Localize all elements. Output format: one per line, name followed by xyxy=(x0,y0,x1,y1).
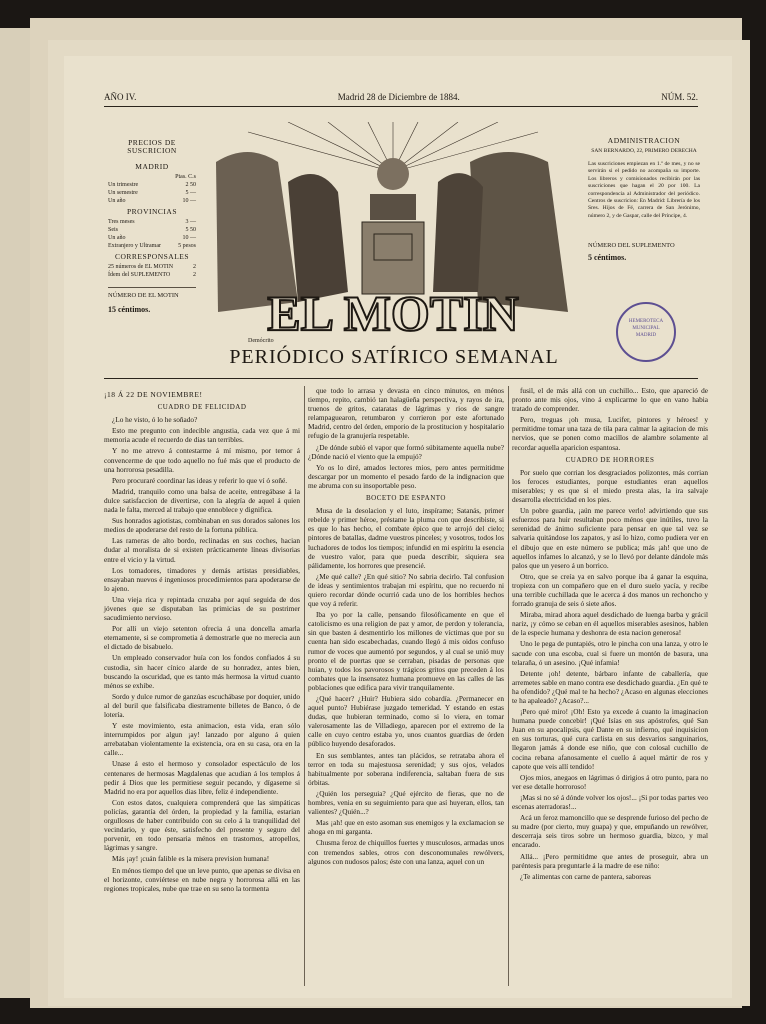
paragraph: En ménos tiempo del que un leve punto, que apenas se divisa en el horizonte, conviértese en nube negra y horrorosa allá en las regiones tropicales, nube que trae en su seno la tormenta xyxy=(104,865,300,893)
admin-title: ADMINISTRACION xyxy=(607,136,681,145)
provinces-head: PROVINCIAS xyxy=(126,207,177,216)
supplement-label: NÚMERO DEL SUPLEMENTO xyxy=(588,242,675,250)
paragraph: Los tomadores, timadores y demás artistas presidiables, ensayaban nuevos é ingeniosos procedimientos para apoderarse de lo ajeno. xyxy=(104,565,300,593)
correspondents-head: CORRESPONSALES xyxy=(114,252,190,261)
article-date-head: ¡18 Á 22 DE NOVIEMBRE! xyxy=(104,390,203,399)
column-1 xyxy=(104,386,300,895)
price-row: Un trimestre 2 50 xyxy=(108,182,196,188)
masthead-rule xyxy=(104,106,698,107)
column-rule xyxy=(508,386,509,986)
artist-signature: Demócrito xyxy=(248,338,274,344)
library-stamp xyxy=(616,302,676,362)
subtitle: PERIÓDICO SATÍRICO SEMANAL xyxy=(229,346,559,368)
bust-head xyxy=(377,158,409,190)
admin-text: Las suscriciones empiezan en 1.º de mes, y no se servirán si el pedido no acompaña su importe. Los libreros y comisionados recibirán por las suscriciones que hagan el 20 por 100. La correspondencia al Administrador del periódico. Centros de suscricion: En Madrid: Librería de los Sres. Hijos de Fé, carrera de San Jerónimo, número 2, y de Gaspar, calle del Príncipe, 4. xyxy=(588,161,700,219)
paragraph: Allá... ¡Pero permitidme que antes de proseguir, abra un paréntesis para preguntarle á la madre de ese niño: xyxy=(512,851,708,870)
paragraph: ¿Qué hacer? ¿Huir? Hubiera sido cobardía. ¿Permanecer en aquel punto? Hubiérase juzgado temeridad. Y estando en estas dudas, que hubieran terminado, como si lo viera, en tomar valerosamente las de Villadiego, aparecen por el extremo de la calle en cuyo centro estaba yo, unos cuantos guardias de órden público huyendo desaforados. xyxy=(308,694,504,749)
paragraph: Pero procuraré coordinar las ideas y referir lo que ví ó soñé. xyxy=(112,475,288,485)
right-figures xyxy=(433,173,483,292)
stamp-text: HEMEROTECA MUNICIPAL MADRID xyxy=(628,319,664,338)
volume: AÑO IV. xyxy=(104,92,137,102)
paragraph: En sus semblantes, antes tan plácidos, se retrataba ahora el terror en toda su majestuosa serenidad; y sus ojos, velados habitualmente por soberana indiferencia, saltaban fuera de sus órbitas. xyxy=(308,750,504,787)
price-row: Un año 10 — xyxy=(108,198,196,204)
banner-title: EL MOTIN xyxy=(267,285,519,341)
paragraph: fusil, el de más allá con un cuchillo... Esto, que apareció de pronto ante mis ojos, vino á explicarme lo que en vano habia tratado de comprender. xyxy=(512,386,708,414)
paragraph: Un empleado conservador huía con los fondos confiados á su custodia, sin hacer cínico alarde de su honradez, antes bien, buscando la oscuridad, que es tanto más hermosa la virtud cuanto ménos se exhibe. xyxy=(104,653,300,690)
issue-date: Madrid 28 de Diciembre de 1884. xyxy=(337,92,460,102)
price-row: 25 números de EL MOTIN 2 xyxy=(108,264,196,270)
paragraph: Acá un feroz mamoncillo que se desprende furioso del pecho de su madre (por cierto, muy guapa) y que, empuñando un rewólver, descerraja seis tiros sobre un hermoso guardia, bizco, y mal encarado. xyxy=(512,813,708,850)
paragraph: Por suelo que corrian los desgraciados polizontes, más corrian los feroces estudiantes, porque estudiantes eran aquellos miserables; y es que si el miedo presta alas, la ira salvaje desarrolla electricidad en los pies. xyxy=(512,467,708,505)
paragraph: ¿Lo he visto, ó lo he soñado? xyxy=(112,415,198,425)
paragraph: Con estos datos, cualquiera comprenderá que las simpáticas policías, garantía del órden, la propiedad y la familia, estarian orgullosos de haber contribuido con su celo á la tranquilidad del vecindario, y que éste, satisfecho del presente y seguro del porvenir, en todo pensaria ménos en trastornos, atropellos, lágrimas y sangre. xyxy=(104,797,300,853)
section-subhead: BOCETO DE ESPANTO xyxy=(366,494,446,503)
paragraph: Y no me atrevo á contestarme á mí mismo, por temor á convencerme de que todo aquello no fué más que el producto de una horrorosa pesadilla. xyxy=(104,446,300,474)
price-row: Ídem del SUPLEMENTO 2 xyxy=(108,272,196,278)
paragraph: Por allí un viejo setenton ofrecia á una doncella amarla eternamente, si se comprometia á demostrarle que no merecia aun el dictado de bisabuelo. xyxy=(104,624,300,652)
price-row: Un semestre 5 — xyxy=(108,190,196,196)
single-issue-price: 15 céntimos. xyxy=(108,305,151,314)
paragraph: Un pobre guardia, ¡aún me parece verlo! advirtiendo que sus esfuerzos para huir resultaban poco ménos que inútiles, tuvo la serenidad de ánimo suficiente para pensar en que tal vez se salvaria quitándose los zapatos, y así lo hizo, como pudiera ver en el dibujo que en este número se publica; más ¡ah! que uno de aquellos infames lo alcanzó, y se lo llevó por delante dándole más palos que un yesero á un borrico. xyxy=(512,506,708,570)
paragraph: Esto me pregunto con indecible angustia, cada vez que á mi memoria acude el recuerdo de dias tan terribles. xyxy=(104,426,300,445)
paragraph: ¿Me qué calle? ¿En qué sitio? No sabria decirlo. Tal confusion de ideas y sentimientos trabajan mi espíritu, que no recuerdo ni quiero recordar dónde ocurrió cada uno de los horribles hechos que voy á referir. xyxy=(308,571,504,609)
paragraph: Musa de la desolacion y el luto, inspírame; Satanás, primer rebelde y primer héroe, préstame la pluma con que describiste, si es que lo has hecho, el combate épico que te arrojó del cielo; pintores de batallas, dadme vuestros pinceles; y vosotros, todos los luchadores de todos los tiempos; infundid en mi espíritu la esencia de vuestro valor, para que pueda describir, siquiera sea pálidamente, los horrores que presencié. xyxy=(308,506,504,570)
paragraph: ¿De dónde subió el vapor que formó súbitamente aquella nube? ¿Dónde nació el viento que la empujó? xyxy=(308,442,504,461)
price-row: Seis 5 50 xyxy=(108,227,196,233)
single-issue-label: NÚMERO DE EL MOTIN xyxy=(108,292,179,299)
column-2 xyxy=(308,386,504,868)
paragraph: Sordo y dulce rumor de ganzúas escuchábase por doquier, unido al del buril que falsificaba diestramente billetes de Banco, ó de lotería. xyxy=(104,691,300,719)
masthead xyxy=(104,92,698,102)
paragraph: ¿Quién los perseguia? ¿Qué ejército de fieras, que no de hombres, venia en su seguimiento para que así huyeran, ellos, tan valientes? ¿Quién...? xyxy=(308,788,504,817)
paragraph: que todo lo arrasa y devasta en cinco minutos, en ménos tiempo, repito, cambió tan halagüeña perspectiva, y rayos de ira, truenos de gritos, cataratas de lágrimas y rios de sangre relampaguearon, retumbaron y corrieron por este afortunado Madrid, centro del órden, emporio de la prostitucion y hospitalario refugio de la granujería respetable. xyxy=(308,386,504,441)
pedestal xyxy=(362,222,424,294)
price-row: Tres meses 3 — xyxy=(108,219,196,225)
paragraph: Las rameras de alto bordo, reclinadas en sus coches, hacian dudar al moralista de si existen prácticamente líneas divisorias entre el vicio y la virtud. xyxy=(104,536,300,564)
subscription-prices xyxy=(108,136,196,314)
paragraph: Pero, treguas ¡oh musa, Lucifer, pintores y héroes! y permitidme tomar una taza de tila para calmar la agitacion de mis nervios, que se ponen como macillos de alambre solamente al recordar aquella aparicion espantosa. xyxy=(512,415,708,452)
currency-label: Ptas. C.s xyxy=(175,174,196,180)
newspaper-page xyxy=(64,56,732,998)
administration-info xyxy=(588,134,700,262)
madrid-head: MADRID xyxy=(135,162,169,171)
paragraph: Más ¡ay! ¡cuán falible es la misera prevision humana! xyxy=(112,854,270,864)
paragraph: Y este movimiento, esta animacion, esta vida, eran sólo interrumpidos por algun ¡ay! lanzado por alguno á quien arrebataban violentamente la existencia, ora en su casa, ora en la calle... xyxy=(104,721,300,758)
paragraph: Chusma feroz de chiquillos fuertes y musculosos, armadas unos con tremendos sables, otros con desconomunales rewólvers, algunos con nudosos palos; éste con una lanza, aquel con un xyxy=(308,838,504,866)
paragraph: Sus honrados agiotistas, combinaban en sus dorados salones los medios de apoderarse del resto de la fortuna pública. xyxy=(104,516,300,535)
paragraph: Otro, que se creía ya en salvo porque iba á ganar la esquina, tropieza con un compañero que en el duro suelo yacía, y recibe una terrible cuchillada que le acerca á dos manos un rechoncho y forrado granuja de seis ó siete años. xyxy=(512,571,708,609)
price-row: Extranjero y Ultramar 5 pesos xyxy=(108,243,196,249)
paragraph: Detente ¡oh! detente, bárbaro infante de caballería, que arremetes sable en mano contra ese desdichado guardia. ¿En qué te ha ofendido? ¿Qué mal te ha hecho? ¿Acaso en algunas elecciones te ha apaleado? ¿Acaso?... xyxy=(512,668,708,705)
prices-title: PRECIOS DE SUSCRICION xyxy=(127,138,177,155)
paragraph: Miraba, mirad ahora aquel desdichado de luenga barba y grácil nariz, ¡y cómo se ceban en él aquellos miserables asesinos, hablen de la especie humana y deshonra de esta nacion generosa! xyxy=(512,610,708,638)
paragraph: Unase á esto el hermoso y consolador espectáculo de los centenares de hermosas Magdalenas que acudian á los templos á pedir á Dios que les permitiese seguir pecando, y dígaseme si Madrid no era por aquellos dias libre, feliz é independiente. xyxy=(104,759,300,796)
admin-address: SAN BERNARDO, 22, PRIMERO DERECHA xyxy=(591,148,697,154)
issue-number: NÚM. 52. xyxy=(661,92,698,102)
left-figures xyxy=(288,174,348,302)
section-subhead: CUADRO DE FELICIDAD xyxy=(157,403,247,412)
supplement-price: 5 céntimos. xyxy=(588,253,627,263)
column-rule xyxy=(304,386,305,986)
paragraph: ¡Pero qué miro! ¡Oh! Esto ya excede á cuanto la imaginacion humana puede concebir! ¡Qué Isías en sus apóstrofes, qué San Juan en su apocalipsis, qué Dante en su infierno, qué inquisicion en sus torturas, qué cura carlista en sus desvarios sanguinarios, llegaron jamás á donde ese niño, que con colosal cuchillo de cocina rebana afanosamente el cuello á aquel mártir de ros y capote que veis allí tendido! xyxy=(512,707,708,771)
paragraph: Mas ¡ah! que en esto asoman sus enemigos y la exclamacion se ahoga en mi garganta. xyxy=(308,818,504,837)
paragraph: Una vieja rica y repintada cruzaba por aquí seguida de dos jóvenes que se disputaban las primicias de su postrimer sacudimiento nervioso. xyxy=(104,594,300,623)
paragraph: Uno le pega de puntapiés, otro le pincha con una lanza, y otro le sacude con una escoba, cual si fuere un montón de basura, una telaraña, ó un asesino. ¡Qué infamia! xyxy=(512,639,708,667)
masthead-illustration xyxy=(208,122,578,346)
paragraph: ¡Mas si no sé á dónde volver los ojos!... ¡Si por todas partes veo escenas aterradoras!... xyxy=(512,792,708,812)
section-subhead: CUADRO DE HORRORES xyxy=(565,455,655,464)
column-3 xyxy=(512,386,708,883)
paragraph: Madrid, tranquilo como una balsa de aceite, entregábase á la dulce satisfaccion de divertirse, con la alegría de aquel á quien nada le falta, merced al trabajo que ennoblece y dignifica. xyxy=(104,486,300,515)
price-row: Un año 10 — xyxy=(108,235,196,241)
paragraph: ¿Te alimentas con carne de pantera, saboreas xyxy=(520,871,651,881)
subtitle-rule xyxy=(104,378,698,379)
bust-torso xyxy=(370,194,416,220)
paragraph: Ojos mios, anegaos en lágrimas ó dirigios á otro punto, para no ver ese detalle horroroso! xyxy=(512,772,708,791)
paragraph: Yo os lo diré, amados lectores mios, pero antes permitidme descargar por un momento el pesado fardo de la indignacion que me abruma con su insoportable peso. xyxy=(308,462,504,490)
paragraph: Iba yo por la calle, pensando filosóficamente en que el catolicismo es una religion de paz y amor, de perdon y tolerancia, sin que basten á desmentirlo los millones de víctimas que por su cuenta han sido escabechadas, cuando llegó á mis oidos confuso rumor de voces que aumentó por segundos, y al cual se unió muy pronto el de puertas que se cerraban, pisadas de personas que huian, y todos los pavorosos y trágicos gritos que preceden á los combates que la insensatez humana promueve en las calles de las poblaciones que edifica para vivir tranquilamente. xyxy=(308,610,504,692)
